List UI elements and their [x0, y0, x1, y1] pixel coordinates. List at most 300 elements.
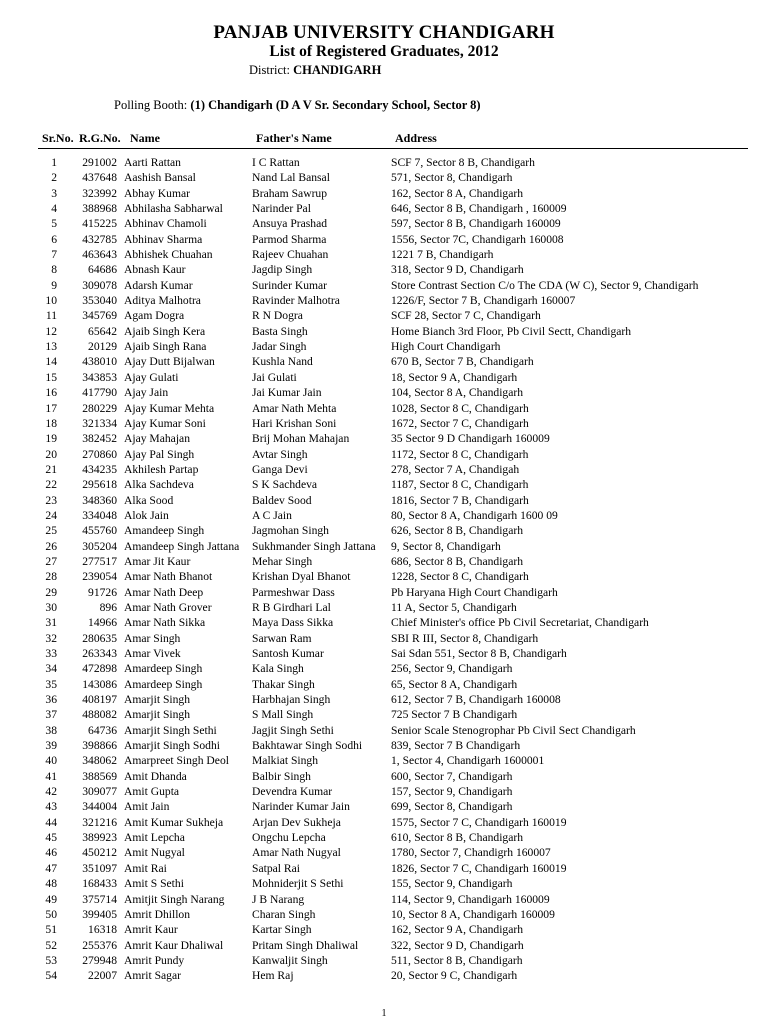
address-cell: 162, Sector 8 A, Chandigarh [391, 186, 524, 200]
address-cell: 839, Sector 7 B Chandigarh [391, 739, 521, 753]
address-cell: 626, Sector 8 B, Chandigarh [391, 524, 524, 538]
father-name-cell: Ongchu Lepcha [252, 831, 326, 845]
father-name-cell: Maya Dass Sikka [252, 616, 334, 630]
serial-number-cell: 26 [45, 539, 57, 553]
table-row [0, 216, 768, 231]
registration-number-cell: 255376 [82, 938, 117, 952]
registration-number-cell: 472898 [82, 662, 117, 676]
table-row [0, 247, 768, 262]
graduate-name-cell: Akhilesh Partap [124, 462, 199, 476]
polling-booth-label: Polling Booth: [114, 98, 188, 112]
serial-number-cell: 27 [45, 554, 57, 568]
table-row [0, 523, 768, 538]
registration-number-cell: 334048 [82, 508, 117, 522]
table-row [0, 170, 768, 185]
registration-number-cell: 16318 [88, 923, 117, 937]
address-cell: 686, Sector 8 B, Chandigarh [391, 554, 524, 568]
graduate-name-cell: Amar Jit Kaur [124, 554, 191, 568]
address-cell: 610, Sector 8 B, Chandigarh [391, 831, 524, 845]
father-name-cell: Hari Krishan Soni [252, 416, 337, 430]
serial-number-cell: 45 [45, 831, 57, 845]
table-row [0, 968, 768, 983]
serial-number-cell: 42 [45, 785, 57, 799]
father-name-cell: J B Narang [252, 892, 305, 906]
table-row [0, 707, 768, 722]
registration-number-cell: 22007 [88, 969, 117, 983]
graduate-name-cell: Amar Nath Deep [124, 585, 204, 599]
graduate-name-cell: Amrit Kaur Dhaliwal [124, 938, 224, 952]
address-cell: 318, Sector 9 D, Chandigarh [391, 263, 524, 277]
father-name-cell: Mehar Singh [252, 554, 313, 568]
graduate-name-cell: Amar Nath Grover [124, 600, 212, 614]
graduate-name-cell: Amarjit Singh Sethi [124, 723, 217, 737]
graduate-name-cell: Amrit Sagar [124, 969, 181, 983]
table-row [0, 922, 768, 937]
table-row [0, 938, 768, 953]
graduate-name-cell: Amrit Dhillon [124, 907, 191, 921]
registration-number-cell: 20129 [88, 340, 117, 354]
father-name-cell: Satpal Rai [252, 861, 300, 875]
graduate-name-cell: Amar Vivek [124, 647, 181, 660]
registration-number-cell: 488082 [82, 708, 117, 722]
table-row [0, 815, 768, 830]
table-row [0, 539, 768, 554]
address-cell: 699, Sector 8, Chandigarh [391, 800, 513, 814]
father-name-cell: Nand Lal Bansal [252, 171, 330, 185]
table-row [0, 600, 768, 615]
address-cell: 1028, Sector 8 C, Chandigarh [391, 401, 529, 415]
district-label: District: [249, 63, 290, 77]
father-name-cell: Kushla Nand [252, 355, 313, 369]
father-name-cell: A C Jain [252, 508, 292, 522]
address-cell: 10, Sector 8 A, Chandigarh 160009 [391, 907, 555, 921]
address-cell: 670 B, Sector 7 B, Chandigarh [391, 355, 534, 369]
table-row [0, 262, 768, 277]
address-cell: SBI R III, Sector 8, Chandigarh [391, 631, 539, 645]
table-row [0, 324, 768, 339]
address-cell: 80, Sector 8 A, Chandigarh 1600 09 [391, 508, 558, 522]
registration-number-cell: 389923 [82, 831, 117, 845]
column-header-name: Name [130, 131, 160, 145]
address-cell: Senior Scale Stenogrophar Pb Civil Sect Chandigarh [391, 723, 636, 737]
graduate-name-cell: Amarjit Singh [124, 693, 191, 707]
address-cell: 597, Sector 8 B, Chandigarh 160009 [391, 217, 561, 231]
graduate-name-cell: Ajaib Singh Rana [124, 340, 207, 354]
serial-number-cell: 37 [45, 708, 57, 722]
father-name-cell: Avtar Singh [252, 447, 308, 461]
serial-number-cell: 28 [45, 570, 57, 584]
serial-number-cell: 31 [45, 616, 57, 630]
polling-booth-line [114, 98, 481, 113]
graduate-name-cell: Aarti Rattan [124, 156, 181, 169]
serial-number-cell: 1 [51, 156, 57, 169]
father-name-cell: I C Rattan [252, 156, 300, 169]
father-name-cell: Bakhtawar Singh Sodhi [252, 739, 363, 753]
registration-number-cell: 351097 [82, 861, 117, 875]
table-row [0, 447, 768, 462]
registration-number-cell: 382452 [82, 432, 117, 446]
address-cell: 104, Sector 8 A, Chandigarh [391, 386, 524, 400]
district-line [249, 63, 381, 78]
serial-number-cell: 33 [45, 647, 57, 660]
father-name-cell: Amar Nath Mehta [252, 401, 337, 415]
serial-number-cell: 50 [45, 907, 57, 921]
serial-number-cell: 17 [45, 401, 57, 415]
father-name-cell: Kanwaljit Singh [252, 953, 328, 967]
serial-number-cell: 14 [45, 355, 57, 369]
registration-number-cell: 280229 [82, 401, 117, 415]
table-row [0, 753, 768, 768]
table-row [0, 308, 768, 323]
graduate-name-cell: Aashish Bansal [124, 171, 196, 185]
address-cell: 1187, Sector 8 C, Chandigarh [391, 478, 529, 492]
father-name-cell: Jai Gulati [252, 370, 297, 384]
graduate-name-cell: Ajaib Singh Kera [124, 324, 206, 338]
serial-number-cell: 54 [45, 969, 57, 983]
registration-number-cell: 305204 [82, 539, 117, 553]
registration-number-cell: 291002 [82, 156, 117, 169]
serial-number-cell: 46 [45, 846, 57, 860]
father-name-cell: Jagmohan Singh [252, 524, 329, 538]
graduate-name-cell: Amrit Kaur [124, 923, 178, 937]
serial-number-cell: 44 [45, 815, 57, 829]
registration-number-cell: 65642 [88, 324, 117, 338]
address-cell: 1575, Sector 7 C, Chandigarh 160019 [391, 815, 567, 829]
serial-number-cell: 32 [45, 631, 57, 645]
graduate-name-cell: Amit Dhanda [124, 769, 187, 783]
address-cell: 1172, Sector 8 C, Chandigarh [391, 447, 529, 461]
address-cell: 646, Sector 8 B, Chandigarh , 160009 [391, 202, 567, 216]
father-name-cell: Jagdip Singh [252, 263, 313, 277]
father-name-cell: Narinder Kumar Jain [252, 800, 350, 814]
address-cell: 1, Sector 4, Chandigarh 1600001 [391, 754, 545, 768]
graduate-name-cell: Amandeep Singh [124, 524, 205, 538]
document-title: PANJAB UNIVERSITY CHANDIGARH [213, 22, 555, 43]
table-row [0, 232, 768, 247]
father-name-cell: Kartar Singh [252, 923, 312, 937]
address-cell: 256, Sector 9, Chandigarh [391, 662, 513, 676]
graduate-name-cell: Amar Nath Sikka [124, 616, 206, 630]
father-name-cell: Krishan Dyal Bhanot [252, 570, 351, 584]
graduate-name-cell: Amardeep Singh [124, 662, 203, 676]
registration-number-cell: 455760 [82, 524, 117, 538]
graduate-name-cell: Abhishek Chuahan [124, 248, 213, 262]
table-row [0, 385, 768, 400]
document-subtitle: List of Registered Graduates, 2012 [269, 43, 499, 60]
address-cell: 1816, Sector 7 B, Chandigarh [391, 493, 529, 507]
serial-number-cell: 38 [45, 723, 57, 737]
graduate-name-cell: Amandeep Singh Jattana [124, 539, 240, 553]
graduate-name-cell: Ajay Gulati [124, 370, 179, 384]
table-row [0, 830, 768, 845]
registration-number-cell: 417790 [82, 386, 117, 400]
father-name-cell: Ravinder Malhotra [252, 294, 340, 308]
serial-number-cell: 10 [45, 294, 57, 308]
registration-number-cell: 437648 [82, 171, 117, 185]
address-cell: 1228, Sector 8 C, Chandigarh [391, 570, 529, 584]
table-row [0, 892, 768, 907]
address-cell: Home Bianch 3rd Floor, Pb Civil Sectt, Chandigarh [391, 324, 632, 338]
table-row [0, 585, 768, 600]
serial-number-cell: 5 [51, 217, 57, 231]
graduate-name-cell: Ajay Kumar Soni [124, 416, 206, 430]
table-row [0, 677, 768, 692]
father-name-cell: R B Girdhari Lal [252, 600, 331, 614]
graduate-name-cell: Alka Sachdeva [124, 478, 194, 492]
address-cell: 600, Sector 7, Chandigarh [391, 769, 513, 783]
address-cell: 1226/F, Sector 7 B, Chandigarh 160007 [391, 294, 576, 308]
header-divider [38, 148, 748, 149]
address-cell: Chief Minister's office Pb Civil Secretariat, Chandigarh [391, 616, 649, 630]
table-row [0, 508, 768, 523]
serial-number-cell: 47 [45, 861, 57, 875]
graduates-table [0, 155, 768, 984]
serial-number-cell: 13 [45, 340, 57, 354]
address-cell: 18, Sector 9 A, Chandigarh [391, 370, 518, 384]
address-cell: SCF 28, Sector 7 C, Chandigarh [391, 309, 541, 323]
address-cell: Pb Haryana High Court Chandigarh [391, 585, 558, 599]
graduate-name-cell: Amar Singh [124, 631, 181, 645]
registration-number-cell: 64736 [88, 723, 117, 737]
father-name-cell: Charan Singh [252, 907, 316, 921]
graduate-name-cell: Abhinav Chamoli [124, 217, 207, 231]
table-row [0, 631, 768, 646]
father-name-cell: Mohniderjit S Sethi [252, 877, 344, 891]
table-row [0, 416, 768, 431]
table-row [0, 155, 768, 170]
father-name-cell: Thakar Singh [252, 677, 315, 691]
registration-number-cell: 280635 [82, 631, 117, 645]
graduate-name-cell: Alok Jain [124, 508, 169, 522]
table-row [0, 661, 768, 676]
serial-number-cell: 8 [51, 263, 57, 277]
serial-number-cell: 9 [51, 278, 57, 292]
address-cell: 322, Sector 9 D, Chandigarh [391, 938, 524, 952]
father-name-cell: Rajeev Chuahan [252, 248, 329, 262]
serial-number-cell: 53 [45, 953, 57, 967]
registration-number-cell: 438010 [82, 355, 117, 369]
graduate-name-cell: Amarjit Singh Sodhi [124, 739, 220, 753]
serial-number-cell: 30 [45, 600, 57, 614]
registration-number-cell: 263343 [82, 647, 117, 660]
serial-number-cell: 2 [51, 171, 57, 185]
father-name-cell: S Mall Singh [252, 708, 314, 722]
graduate-name-cell: Amarjit Singh [124, 708, 191, 722]
graduate-name-cell: Ajay Mahajan [124, 432, 190, 446]
serial-number-cell: 36 [45, 693, 57, 707]
registration-number-cell: 277517 [82, 554, 117, 568]
table-row [0, 692, 768, 707]
registration-number-cell: 348360 [82, 493, 117, 507]
address-cell: 1826, Sector 7 C, Chandigarh 160019 [391, 861, 567, 875]
address-cell: 9, Sector 8, Chandigarh [391, 539, 501, 553]
address-cell: 1221 7 B, Chandigarh [391, 248, 494, 262]
table-row [0, 201, 768, 216]
polling-booth-value: (1) Chandigarh (D A V Sr. Secondary School, Sector 8) [190, 98, 481, 112]
registration-number-cell: 353040 [82, 294, 117, 308]
father-name-cell: Braham Sawrup [252, 186, 328, 200]
serial-number-cell: 12 [45, 324, 57, 338]
registration-number-cell: 309077 [82, 785, 117, 799]
registration-number-cell: 168433 [82, 877, 117, 891]
father-name-cell: Ansuya Prashad [252, 217, 328, 231]
column-header-rg-no: R.G.No. [79, 131, 121, 145]
address-cell: 612, Sector 7 B, Chandigarh 160008 [391, 693, 561, 707]
table-row [0, 876, 768, 891]
graduate-name-cell: Adarsh Kumar [124, 278, 193, 292]
table-row [0, 431, 768, 446]
serial-number-cell: 23 [45, 493, 57, 507]
graduate-name-cell: Amit Rai [124, 861, 167, 875]
registration-number-cell: 432785 [82, 232, 117, 246]
graduate-name-cell: Amit Jain [124, 800, 170, 814]
address-cell: Sai Sdan 551, Sector 8 B, Chandigarh [391, 647, 567, 660]
address-cell: 35 Sector 9 D Chandigarh 160009 [391, 432, 550, 446]
father-name-cell: Amar Nath Nugyal [252, 846, 341, 860]
father-name-cell: Ganga Devi [252, 462, 308, 476]
graduate-name-cell: Abhinav Sharma [124, 232, 203, 246]
registration-number-cell: 398866 [82, 739, 117, 753]
table-row [0, 738, 768, 753]
registration-number-cell: 388968 [82, 202, 117, 216]
graduate-name-cell: Amar Nath Bhanot [124, 570, 213, 584]
table-row [0, 723, 768, 738]
address-cell: 157, Sector 9, Chandigarh [391, 785, 513, 799]
registration-number-cell: 91726 [88, 585, 117, 599]
registration-number-cell: 343853 [82, 370, 117, 384]
table-row [0, 354, 768, 369]
graduate-name-cell: Ajay Kumar Mehta [124, 401, 215, 415]
address-cell: 20, Sector 9 C, Chandigarh [391, 969, 518, 983]
page-number: 1 [381, 1008, 387, 1019]
table-row [0, 845, 768, 860]
registration-number-cell: 345769 [82, 309, 117, 323]
address-cell: 65, Sector 8 A, Chandigarh [391, 677, 518, 691]
father-name-cell: Jagjit Singh Sethi [252, 723, 334, 737]
address-cell: 1672, Sector 7 C, Chandigarh [391, 416, 529, 430]
registration-number-cell: 344004 [82, 800, 117, 814]
graduate-name-cell: Amit Nugyal [124, 846, 185, 860]
registration-number-cell: 279948 [82, 953, 117, 967]
table-row [0, 477, 768, 492]
graduate-name-cell: Ajay Pal Singh [124, 447, 195, 461]
serial-number-cell: 29 [45, 585, 57, 599]
registration-number-cell: 434235 [82, 462, 117, 476]
table-row [0, 861, 768, 876]
table-row [0, 339, 768, 354]
table-row [0, 401, 768, 416]
father-name-cell: Pritam Singh Dhaliwal [252, 938, 359, 952]
serial-number-cell: 15 [45, 370, 57, 384]
graduate-name-cell: Ajay Jain [124, 386, 169, 400]
registration-number-cell: 408197 [82, 693, 117, 707]
table-row [0, 462, 768, 477]
graduate-name-cell: Ajay Dutt Bijalwan [124, 355, 215, 369]
address-cell: High Court Chandigarh [391, 340, 501, 354]
registration-number-cell: 399405 [82, 907, 117, 921]
address-cell: 511, Sector 8 B, Chandigarh [391, 953, 523, 967]
serial-number-cell: 40 [45, 754, 57, 768]
registration-number-cell: 321216 [82, 815, 117, 829]
serial-number-cell: 21 [45, 462, 57, 476]
graduate-name-cell: Amit Lepcha [124, 831, 185, 845]
father-name-cell: Balbir Singh [252, 769, 311, 783]
father-name-cell: Brij Mohan Mahajan [252, 432, 350, 446]
serial-number-cell: 4 [51, 202, 57, 216]
table-row [0, 784, 768, 799]
address-cell: 1780, Sector 7, Chandigrh 160007 [391, 846, 551, 860]
registration-number-cell: 896 [99, 600, 117, 614]
father-name-cell: Devendra Kumar [252, 785, 333, 799]
serial-number-cell: 25 [45, 524, 57, 538]
table-row [0, 799, 768, 814]
district-value: CHANDIGARH [293, 63, 382, 77]
registration-number-cell: 143086 [82, 677, 117, 691]
father-name-cell: Arjan Dev Sukheja [252, 815, 341, 829]
table-row [0, 278, 768, 293]
father-name-cell: Parmeshwar Dass [252, 585, 335, 599]
registration-number-cell: 348062 [82, 754, 117, 768]
serial-number-cell: 43 [45, 800, 57, 814]
serial-number-cell: 19 [45, 432, 57, 446]
table-row [0, 493, 768, 508]
table-row [0, 293, 768, 308]
father-name-cell: Parmod Sharma [252, 232, 327, 246]
father-name-cell: Basta Singh [252, 324, 308, 338]
table-row [0, 769, 768, 784]
father-name-cell: Santosh Kumar [252, 647, 324, 660]
serial-number-cell: 52 [45, 938, 57, 952]
serial-number-cell: 35 [45, 677, 57, 691]
address-cell: 155, Sector 9, Chandigarh [391, 877, 513, 891]
address-cell: 725 Sector 7 B Chandigarh [391, 708, 518, 722]
table-row [0, 569, 768, 584]
father-name-cell: Surinder Kumar [252, 278, 328, 292]
serial-number-cell: 3 [51, 186, 57, 200]
table-row [0, 370, 768, 385]
registration-number-cell: 14966 [88, 616, 117, 630]
graduate-name-cell: Amit Kumar Sukheja [124, 815, 224, 829]
graduate-name-cell: Alka Sood [124, 493, 174, 507]
registration-number-cell: 321334 [82, 416, 117, 430]
father-name-cell: Jadar Singh [252, 340, 307, 354]
father-name-cell: Jai Kumar Jain [252, 386, 322, 400]
serial-number-cell: 16 [45, 386, 57, 400]
registration-number-cell: 415225 [82, 217, 117, 231]
table-row [0, 953, 768, 968]
registration-number-cell: 450212 [82, 846, 117, 860]
table-row [0, 554, 768, 569]
address-cell: 571, Sector 8, Chandigarh [391, 171, 513, 185]
table-row [0, 646, 768, 661]
father-name-cell: Narinder Pal [252, 202, 311, 216]
father-name-cell: Harbhajan Singh [252, 693, 331, 707]
father-name-cell: Baldev Sood [252, 493, 312, 507]
father-name-cell: Kala Singh [252, 662, 304, 676]
registration-number-cell: 239054 [82, 570, 117, 584]
serial-number-cell: 41 [45, 769, 57, 783]
address-cell: 1556, Sector 7C, Chandigarh 160008 [391, 232, 564, 246]
graduate-name-cell: Amrit Pundy [124, 953, 185, 967]
registration-number-cell: 64686 [88, 263, 117, 277]
graduate-name-cell: Amarpreet Singh Deol [124, 754, 229, 768]
address-cell: 162, Sector 9 A, Chandigarh [391, 923, 524, 937]
father-name-cell: Malkiat Singh [252, 754, 319, 768]
serial-number-cell: 18 [45, 416, 57, 430]
registration-number-cell: 375714 [82, 892, 117, 906]
graduate-name-cell: Amit S Sethi [124, 877, 184, 891]
serial-number-cell: 22 [45, 478, 57, 492]
